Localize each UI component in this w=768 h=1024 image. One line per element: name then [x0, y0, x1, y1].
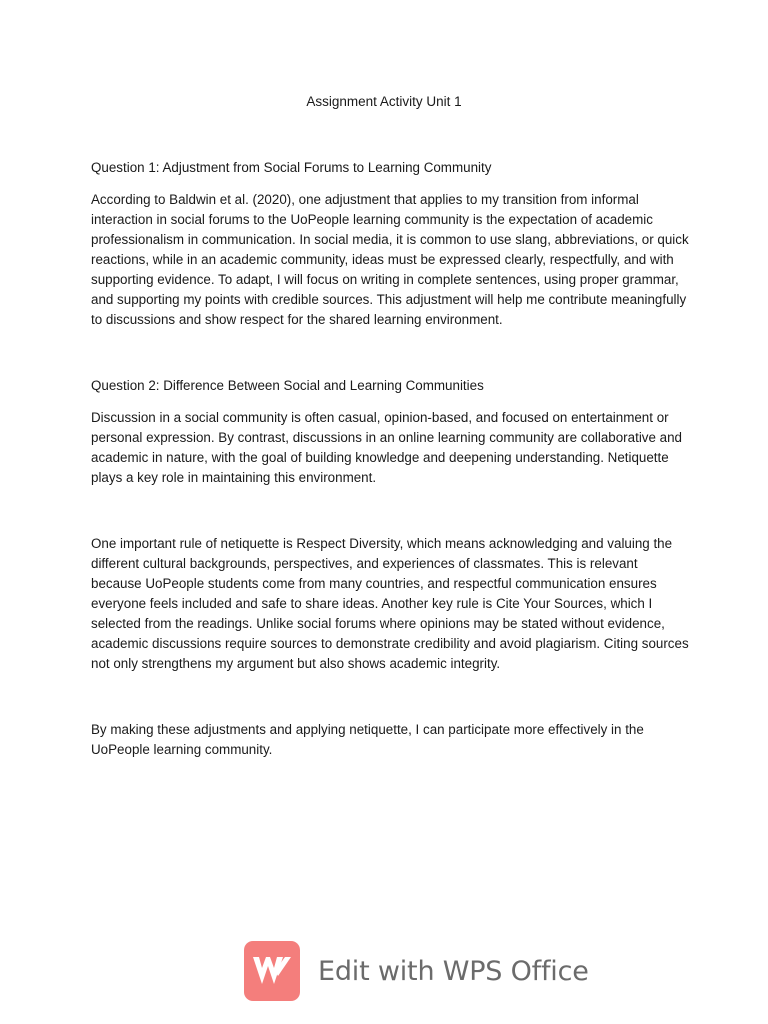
question-1-paragraph: According to Baldwin et al. (2020), one adjustment that applies to my transition from informal interaction in social forums to the UoPeople learning community is the expectation of academic professionalism in communication. In social media, it is common to use slang, abbreviations, or quick reactions, while in an academic community, ideas must be expressed clearly, respectfully, and with supporting evidence. To adapt, I will focus on writing in complete sentences, using proper grammar, and supporting my points with credible sources. This adjustment will help me contribute meaningfully to discussions and show respect for the shared learning environment. — [91, 192, 689, 327]
spacer — [91, 330, 691, 376]
question-2-heading: Question 2: Difference Between Social and Learning Communities — [91, 378, 484, 393]
question-2-paragraph-2: One important rule of netiquette is Respect Diversity, which means acknowledging and valuing the different cultural backgrounds, perspectives, and experiences of classmates. This is relevant because UoPeople students come from many countries, and respectful communication ensures everyone feels included and safe to share ideas. Another key rule is Cite Your Sources, which I selected from the readings. Unlike social forums where opinions may be stated without evidence, academic discussions require sources to demonstrate credibility and avoid plagiarism. Citing sources not only strengthens my argument but also shows academic integrity. — [91, 536, 689, 671]
question-2-paragraph-1: Discussion in a social community is often casual, opinion-based, and focused on entertainment or personal expression. By contrast, discussions in an online learning community are collaborative and academic in nature, with the goal of building knowledge and deepening understanding. Netiquette plays a key role in maintaining this environment. — [91, 410, 682, 485]
question-1-heading: Question 1: Adjustment from Social Forums to Learning Community — [91, 160, 492, 175]
question-2-paragraph-3: By making these adjustments and applying netiquette, I can participate more effectively in the UoPeople learning community. — [91, 722, 644, 757]
wps-w-icon — [250, 954, 294, 988]
document-body — [91, 158, 691, 760]
spacer — [91, 488, 691, 534]
document-title: Assignment Activity Unit 1 — [306, 94, 462, 109]
wps-logo-icon — [244, 941, 300, 1001]
wps-edit-label: Edit with WPS Office — [318, 955, 589, 987]
wps-edit-banner[interactable] — [244, 940, 589, 1002]
spacer — [91, 674, 691, 720]
